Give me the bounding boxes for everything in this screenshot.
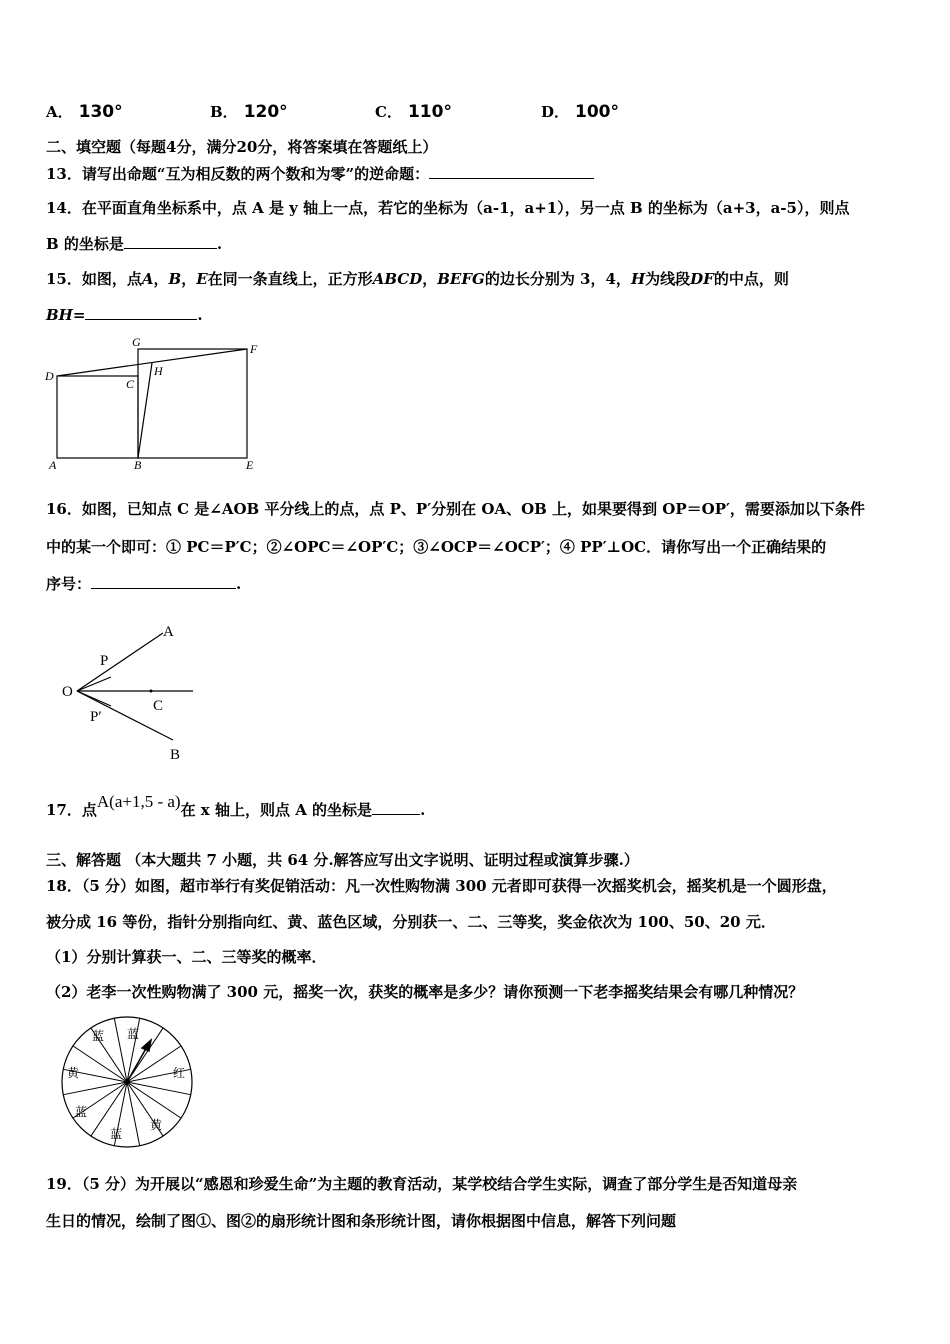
label-h: H <box>154 364 163 378</box>
label-a: A <box>49 458 57 472</box>
label-blue: 蓝 <box>75 1105 88 1119</box>
option-a: A． 130° <box>46 102 123 122</box>
option-c: C． 110° <box>375 102 452 122</box>
point-c <box>150 690 153 693</box>
label-red: 红 <box>173 1066 186 1080</box>
section-3-heading: 三、解答题 （本大题共 7 小题，共 64 分.解答应写出文字说明、证明过程或演算步骤.） <box>46 851 639 869</box>
answer-blank[interactable] <box>372 800 420 815</box>
option-d: D． 100° <box>541 102 620 122</box>
answer-blank[interactable] <box>124 234 217 249</box>
label-p-prime: P′ <box>90 709 102 725</box>
label-g: G <box>132 335 141 349</box>
answer-blank[interactable] <box>91 574 236 589</box>
label-c: C <box>153 698 164 714</box>
question-18-line1: 18．（5 分）如图，超市举行有奖促销活动：凡一次性购物满 300 元者即可获得一次摇奖机会，摇奖机是一个圆形盘， <box>46 877 837 895</box>
question-18-sub1: （1）分别计算获一、二、三等奖的概率． <box>46 948 327 966</box>
question-17: 17．点A(a+1,5 - a)在 x 轴上，则点 A 的坐标是 . <box>46 792 426 819</box>
answer-blank[interactable] <box>85 305 197 320</box>
label-e: E <box>246 458 254 472</box>
segment-bh <box>138 363 152 458</box>
label-b: B <box>170 747 181 763</box>
question-15-line1: 15．如图，点A，B，E在同一条直线上，正方形ABCD，BEFG的边长分别为 3，4，H为线段DF的中点，则 <box>46 270 789 288</box>
label-p: P <box>100 653 109 669</box>
label-blue: 蓝 <box>92 1029 105 1043</box>
label-f: F <box>250 342 258 356</box>
ray-oa <box>77 633 163 691</box>
figure-18-wheel <box>55 1012 200 1157</box>
question-18-sub2: （2）老李一次性购物满了 300 元，摇奖一次，获奖的概率是多少？请你预测一下老李摇奖结果会有哪几种情况？ <box>46 983 804 1001</box>
label-d: D <box>45 369 54 383</box>
section-2-heading: 二、填空题（每题4分，满分20分，将答案填在答题纸上） <box>46 138 438 156</box>
question-19-line1: 19．（5 分）为开展以“感恩和珍爱生命”为主题的教育活动，某学校结合学生实际，调查了部分学生是否知道母亲 <box>46 1175 798 1193</box>
label-yellow: 黄 <box>150 1118 163 1132</box>
question-15-line2: BH= . <box>46 306 203 324</box>
label-yellow: 黄 <box>67 1066 80 1080</box>
label-c: C <box>126 377 135 391</box>
answer-blank[interactable] <box>429 164 594 179</box>
question-16-line2: 中的某一个即可：① PC＝P′C；②∠OPC＝∠OP′C；③∠OCP＝∠OCP′；④ PP′⊥OC．请你写出一个正确结果的 <box>46 538 827 556</box>
question-14-line1: 14．在平面直角坐标系中，点 A 是 y 轴上一点，若它的坐标为（a-1，a+1），另一点 B 的坐标为（a+3，a-5），则点 <box>46 199 850 217</box>
figure-15-squares <box>40 332 280 477</box>
question-16-line1: 16．如图，已知点 C 是∠AOB 平分线上的点，点 P、P′分别在 OA、OB 上，如果要得到 OP＝OP′，需要添加以下条件 <box>46 500 865 518</box>
question-13: 13．请写出命题“互为相反数的两个数和为零”的逆命题： <box>46 163 594 184</box>
label-blue: 蓝 <box>127 1027 140 1041</box>
segment-op2 <box>77 691 111 706</box>
label-o: O <box>62 684 73 700</box>
question-16-line3: 序号： . <box>46 575 242 593</box>
question-18-line2: 被分成 16 等份，指针分别指向红、黄、蓝色区域，分别获一、二、三等奖，奖金依次为 100、50、20 元． <box>46 913 776 931</box>
figure-16-angle <box>55 615 205 770</box>
pointer-arrow <box>127 1045 148 1082</box>
label-b: B <box>134 458 142 472</box>
segment-df <box>57 349 247 376</box>
option-b: B． 120° <box>210 102 288 122</box>
pointer-arrowhead <box>142 1040 151 1051</box>
label-a: A <box>163 624 174 640</box>
question-14-line2: B 的坐标是 . <box>46 235 223 253</box>
question-19-line2: 生日的情况，绘制了图①、图②的扇形统计图和条形统计图，请你根据图中信息，解答下列问题 <box>46 1212 677 1230</box>
label-blue: 蓝 <box>110 1127 123 1141</box>
